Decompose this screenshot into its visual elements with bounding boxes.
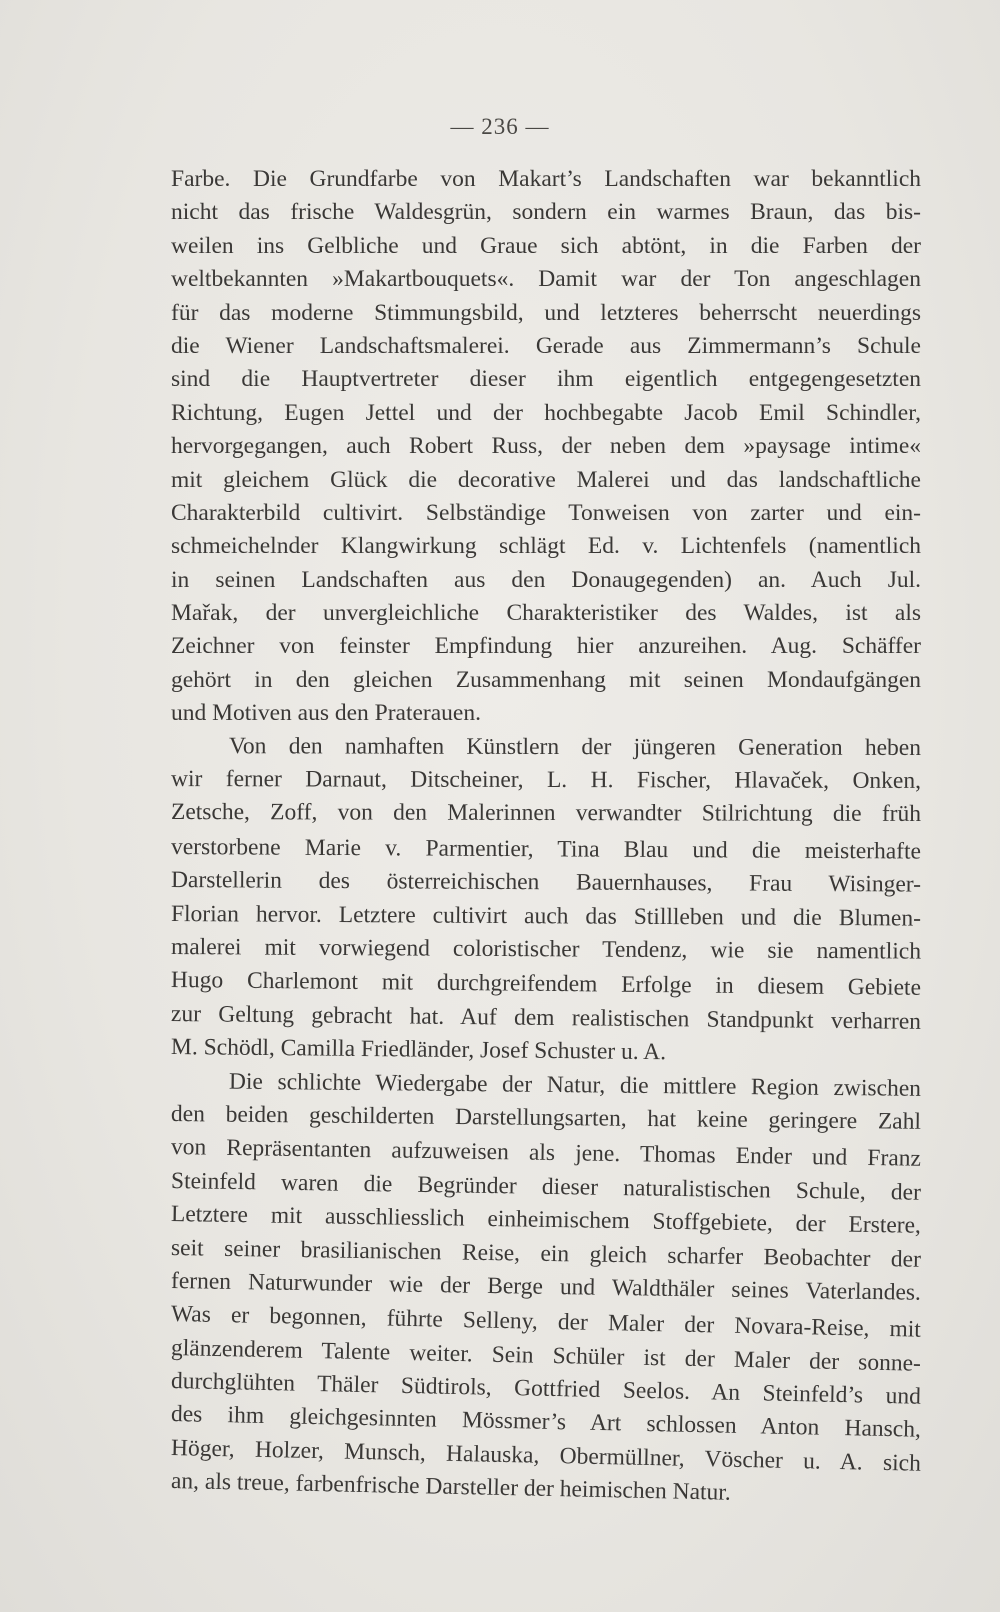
text-line: Richtung, Eugen Jettel und der hochbegabte Jacob Emil Schindler, [171, 399, 921, 426]
text-line: gehört in den gleichen Zusammenhang mit seinen Mondaufgängen [171, 666, 921, 693]
text-line: Charakterbild cultivirt. Selbständige Tonweisen von zarter und ein- [171, 499, 921, 526]
text-line: seit seiner brasilianischen Reise, ein gleich scharfer Beobachter der [170, 1234, 922, 1273]
page-number: — 236 — [450, 114, 550, 139]
text-line: die Wiener Landschaftsmalerei. Gerade aus Zimmermann’s Schule [171, 332, 921, 359]
text-line: schmeichelnder Klangwirkung schlägt Ed. v. Lichtenfels (namentlich [171, 533, 921, 560]
text-line: weltbekannten »Makartbouquets«. Damit war der Ton angeschlagen [171, 266, 921, 293]
text-line: Zetsche, Zoff, von den Malerinnen verwandter Stilrichtung die früh [170, 799, 922, 828]
text-line: nicht das frische Waldesgrün, sondern ein warmes Braun, das bis- [171, 199, 921, 226]
text-line: in seinen Landschaften aus den Donaugegenden) an. Auch Jul. [171, 566, 921, 593]
text-line: zur Geltung gebracht hat. Auf dem realistischen Standpunkt verharren [170, 1000, 922, 1035]
text-line: Was er begonnen, führte Selleny, der Maler der Novara-Reise, mit [170, 1301, 922, 1343]
text-line: Höger, Holzer, Munsch, Halauska, Obermüllner, Vöscher u. A. sich [170, 1434, 922, 1477]
text-line: hervorgegangen, auch Robert Russ, der neben dem »paysage intime« [171, 433, 921, 460]
text-line: weilen ins Gelbliche und Graue sich abtönt, in die Farben der [171, 232, 921, 259]
text-line: für das moderne Stimmungsbild, und letzteres beherrscht neuerdings [171, 299, 921, 326]
text-line: verstorbene Marie v. Parmentier, Tina Blau und die meisterhafte [170, 833, 922, 865]
paragraph-first-line: Von den namhaften Künstlern der jüngeren Generation heben [228, 732, 922, 761]
text-line: den beiden geschilderten Darstellungsarten, hat keine geringere Zahl [170, 1100, 922, 1135]
text-line: durchglühten Thäler Südtirols, Gottfried Seelos. An Steinfeld’s und [170, 1368, 922, 1410]
text-line: und Motiven aus den Praterauen. [171, 700, 481, 727]
text-line: malerei mit vorwiegend coloristischer Tendenz, wie sie namentlich [170, 933, 922, 965]
text-line: mit gleichem Glück die decorative Malerei und das landschaftliche [171, 466, 921, 493]
text-line: Darstellerin des österreichischen Bauernhauses, Frau Wisinger- [170, 867, 922, 898]
text-line: an, als treue, farbenfrische Darsteller der heimischen Natur. [170, 1468, 732, 1506]
text-line: des ihm gleichgesinnten Mössmer’s Art schlossen Anton Hansch, [170, 1401, 922, 1444]
paragraph-first-line: Die schlichte Wiedergabe der Natur, die mittlere Region zwischen [228, 1068, 922, 1102]
text-line: Farbe. Die Grundfarbe von Makart’s Landschaften war bekanntlich [171, 166, 921, 192]
text-line: wir ferner Darnaut, Ditscheiner, L. H. Fischer, Hlavaček, Onken, [170, 766, 922, 795]
text-line: Zeichner von feinster Empfindung hier anzureihen. Aug. Schäffer [171, 633, 921, 660]
text-line: von Repräsentanten aufzuweisen als jene. Thomas Ender und Franz [170, 1134, 922, 1173]
text-line: Letztere mit ausschliesslich einheimischem Stoffgebiete, der Erstere, [170, 1201, 922, 1239]
text-line: sind die Hauptvertreter dieser ihm eigentlich entgegengesetzten [171, 366, 921, 393]
text-line: glänzenderem Talente weiter. Sein Schüler ist der Maler der sonne- [170, 1334, 922, 1377]
text-line: Mařak, der unvergleichliche Charakteristiker des Waldes, ist als [171, 600, 921, 627]
text-line: fernen Naturwunder wie der Berge und Waldthäler seines Vaterlandes. [170, 1267, 922, 1306]
text-line: Hugo Charlemont mit durchgreifendem Erfolge in diesem Gebiete [170, 967, 922, 1002]
text-line: Steinfeld waren die Begründer dieser naturalistischen Schule, der [170, 1167, 922, 1206]
text-line: M. Schödl, Camilla Friedländer, Josef Schuster u. A. [170, 1034, 667, 1066]
body-text [170, 163, 922, 1506]
text-line: Florian hervor. Letztere cultivirt auch das Stillleben und die Blumen- [170, 900, 922, 932]
